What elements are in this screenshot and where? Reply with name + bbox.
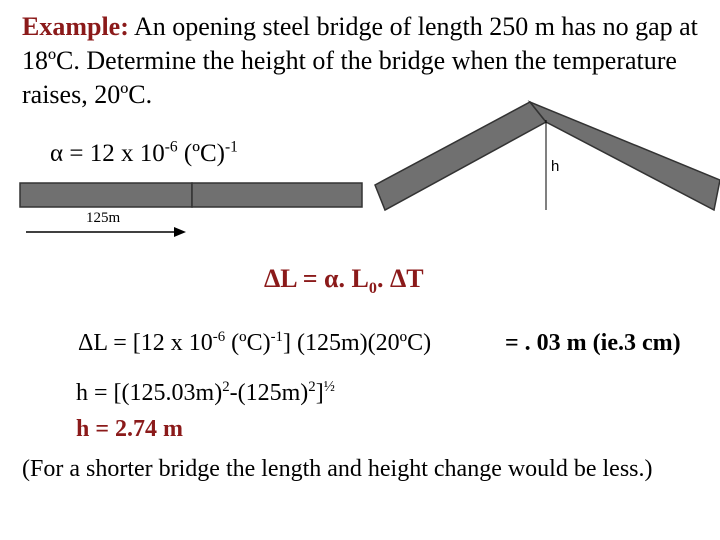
example-body: An opening steel bridge of length 250 m has no gap at 18ºC. Determine the height of the bridge when the temperature raises, 20ºC. xyxy=(22,12,698,109)
height-calculation xyxy=(76,380,335,407)
height-exponent-3: ½ xyxy=(323,379,335,395)
alpha-exponent-1: -6 xyxy=(164,138,178,156)
formula-lhs: ΔL = α. L xyxy=(264,264,369,293)
length-arrow-head xyxy=(174,227,186,237)
height-exponent-1: 2 xyxy=(222,379,230,395)
expansion-result: = . 03 m (ie.3 cm) xyxy=(505,330,681,356)
height-part-3: ] xyxy=(315,380,324,406)
conclusion-note: (For a shorter bridge the length and height change would be less.) xyxy=(22,456,653,482)
length-label: 125m xyxy=(86,210,121,226)
formula-subscript: 0 xyxy=(368,280,377,298)
flat-bridge-right-span xyxy=(192,183,362,207)
calc-part-1: ΔL = [12 x 10 xyxy=(78,330,213,356)
height-part-1: h = [(125.03m) xyxy=(76,380,223,406)
calc-part-2: (ºC) xyxy=(225,330,271,356)
flat-bridge-left-span xyxy=(20,183,192,207)
raised-bridge-right-span xyxy=(530,102,720,210)
height-label: h xyxy=(551,158,560,175)
alpha-exponent-2: -1 xyxy=(224,138,238,156)
formula-rhs: . ΔT xyxy=(376,264,424,293)
expansion-formula xyxy=(264,264,424,298)
height-result: h = 2.74 m xyxy=(76,416,184,442)
calc-exponent-2: -1 xyxy=(270,329,283,345)
calc-exponent-1: -6 xyxy=(212,329,226,345)
expansion-calculation xyxy=(78,330,431,357)
calc-part-3: ] (125m)(20ºC) xyxy=(282,330,432,356)
height-part-2: -(125m) xyxy=(229,380,309,406)
height-exponent-2: 2 xyxy=(308,379,316,395)
alpha-unit: (ºC) xyxy=(177,140,225,167)
alpha-prefix: α = 12 x 10 xyxy=(50,140,165,167)
raised-bridge-left-span xyxy=(375,102,546,210)
example-label: Example: xyxy=(22,12,129,41)
